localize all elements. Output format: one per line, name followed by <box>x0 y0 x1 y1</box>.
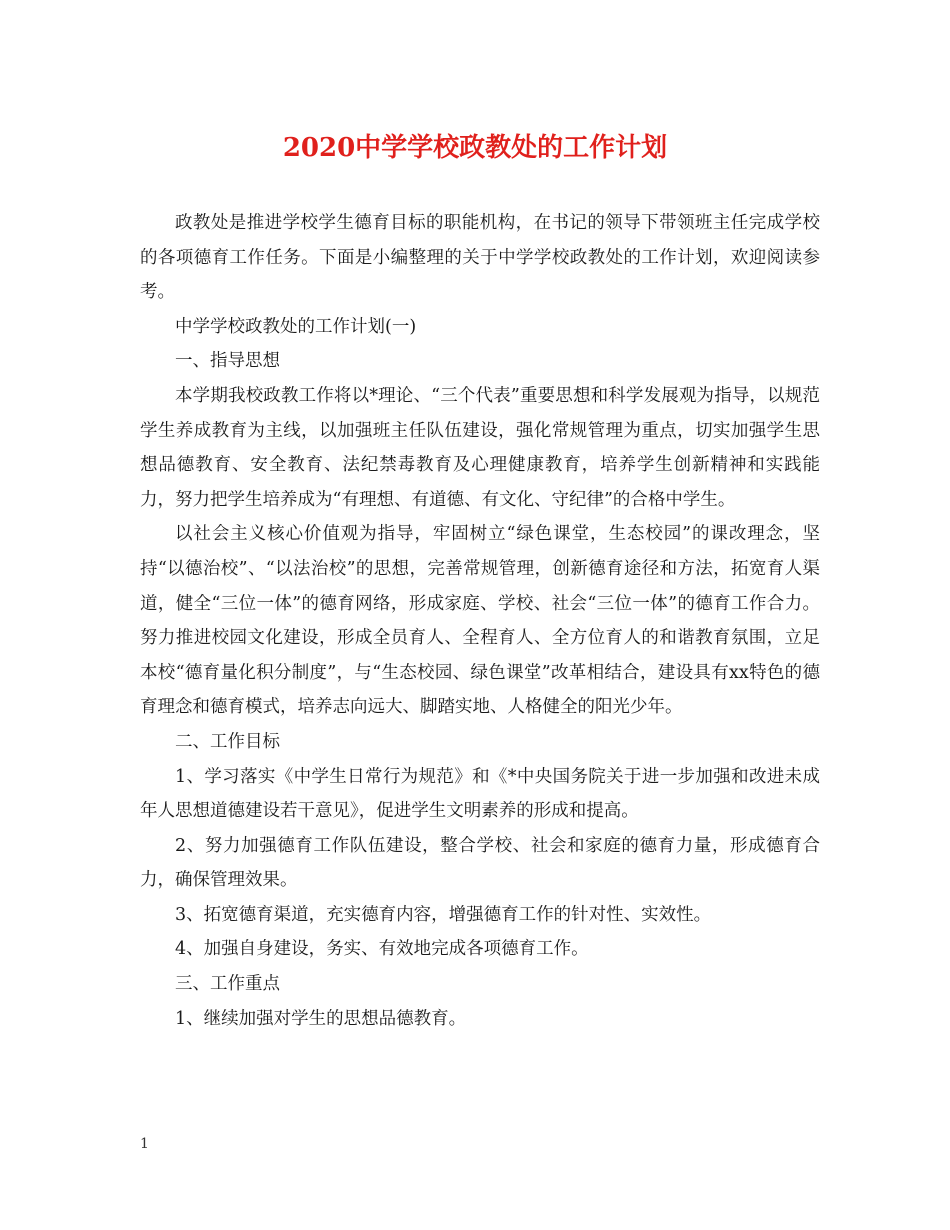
section-heading-guiding-thought: 一、指导思想 <box>175 351 280 372</box>
focus-item-1: 1、继续加强对学生的思想品德教育。 <box>175 1008 467 1029</box>
goal-item-3: 3、拓宽德育渠道，充实德育内容，增强德育工作的针对性、实效性。 <box>175 904 712 925</box>
section-heading-work-goals: 二、工作目标 <box>175 731 280 752</box>
section-heading-work-focus: 三、工作重点 <box>175 974 280 995</box>
paragraph-guiding-thought-1: 本学期我校政教工作将以*理论、“三个代表”重要思想和科学发展观为指导，以规范学生养成教育为主线，以加强班主任队伍建设，强化常规管理为重点，切实加强学生思想品德教育、安全教育、法纪禁毒教育及心理健康教育，培养学生创新精神和实践能力，努力把学生培养成为“有理想、有道德、有文化、守纪律”的合格中学生。 <box>140 385 820 510</box>
document-title: 2020中学学校政教处的工作计划 <box>282 133 668 163</box>
goal-item-4: 4、加强自身建设，务实、有效地完成各项德育工作。 <box>175 939 589 960</box>
goal-item-1: 1、学习落实《中学生日常行为规范》和《*中央国务院关于进一步加强和改进未成年人思想道德建设若干意见》，促进学生文明素养的形成和提高。 <box>140 766 820 822</box>
plan-subtitle: 中学学校政教处的工作计划(一) <box>175 316 417 337</box>
intro-paragraph: 政教处是推进学校学生德育目标的职能机构，在书记的领导下带领班主任完成学校的各项德育工作任务。下面是小编整理的关于中学学校政教处的工作计划，欢迎阅读参考。 <box>140 213 820 303</box>
paragraph-guiding-thought-2: 以社会主义核心价值观为指导，牢固树立“绿色课堂，生态校园”的课改理念，坚持“以德治校”、“以法治校”的思想，完善常规管理，创新德育途径和方法，拓宽育人渠道，健全“三位一体”的德育网络，形成家庭、学校、社会“三位一体”的德育工作合力。努力推进校园文化建设，形成全员育人、全程育人、全方位育人的和谐教育氛围，立足本校“德育量化积分制度”，与“生态校园、绿色课堂”改革相结合，建设具有xx特色的德育理念和德育模式，培养志向远大、脚踏实地、人格健全的阳光少年。 <box>140 524 820 718</box>
document-body <box>140 206 820 1036</box>
goal-item-2: 2、努力加强德育工作队伍建设，整合学校、社会和家庭的德育力量，形成德育合力，确保管理效果。 <box>140 835 820 891</box>
page-number: 1 <box>140 1136 149 1152</box>
